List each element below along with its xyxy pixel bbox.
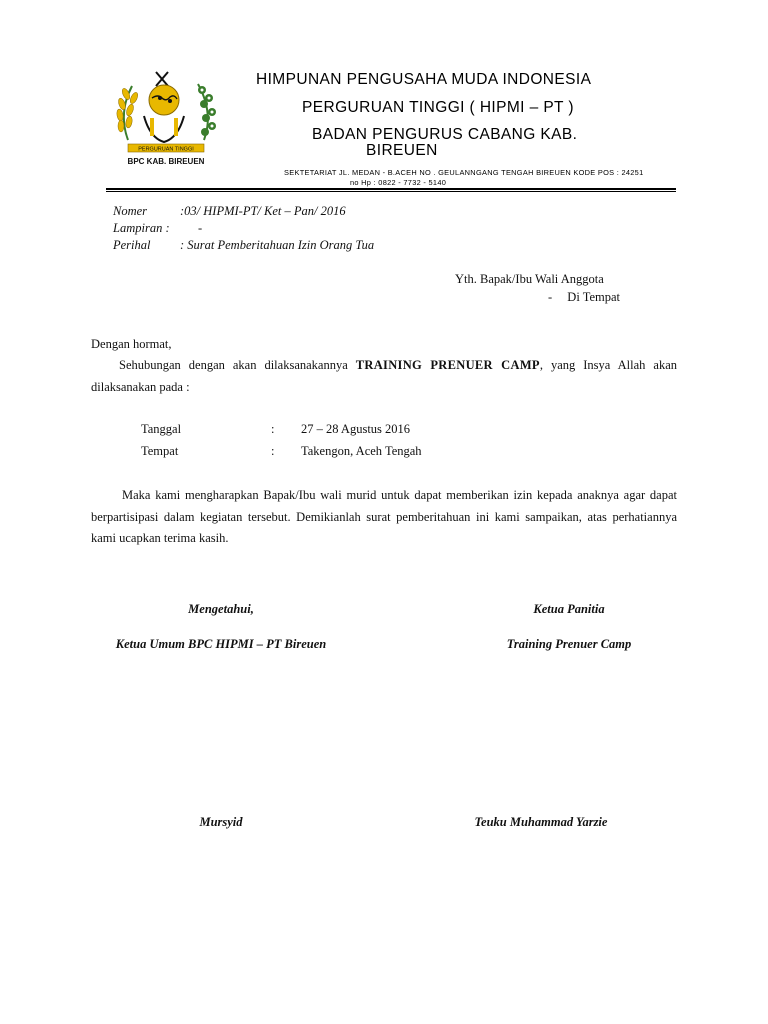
- recipient-place-text: Di Tempat: [567, 290, 621, 304]
- org-name-line4: BIREUEN: [366, 142, 438, 159]
- hipmi-emblem: [106, 68, 226, 172]
- org-phone: no Hp : 0822 - 7732 - 5140: [350, 178, 447, 187]
- recipient-dash: -: [548, 290, 553, 304]
- right-sign-heading: Ketua Panitia: [533, 602, 605, 616]
- greeting: Dengan hormat,: [91, 337, 172, 351]
- organization-logo: [106, 68, 226, 172]
- lampiran-label: Lampiran :: [113, 221, 170, 235]
- left-sign-title: Ketua Umum BPC HIPMI – PT Bireuen: [115, 637, 327, 651]
- org-name-line1: HIMPUNAN PENGUSAHA MUDA INDONESIA: [256, 71, 592, 88]
- lampiran-value: -: [198, 221, 203, 235]
- detail-label-place: Tempat: [141, 444, 179, 458]
- letterhead-rule-thick: [106, 188, 676, 190]
- body-paragraph-1: [91, 355, 677, 398]
- recipient-line: Yth. Bapak/Ibu Wali Anggota: [455, 272, 604, 286]
- perihal-label: Perihal: [113, 238, 151, 252]
- p1-text-after: , yang Insya Allah akan dilaksanakan pada :: [91, 358, 677, 394]
- org-name-line2: PERGURUAN TINGGI ( HIPMI – PT ): [302, 99, 574, 116]
- event-name: TRAINING PRENUER CAMP: [355, 358, 540, 372]
- nomor-label: Nomer: [113, 204, 148, 218]
- org-name-line3: BADAN PENGURUS CABANG KAB.: [312, 126, 578, 143]
- detail-colon: :: [271, 422, 275, 436]
- perihal-value: : Surat Pemberitahuan Izin Orang Tua: [180, 238, 375, 252]
- letterhead-rule-thin: [106, 191, 676, 192]
- nomor-value: :03/ HIPMI-PT/ Ket – Pan/ 2016: [180, 204, 346, 218]
- logo-caption: BPC KAB. BIREUEN: [127, 157, 205, 166]
- recipient-place: [548, 290, 620, 305]
- org-address: SEKTETARIAT JL. MEDAN - B.ACEH NO . GEULANNGANG TENGAH BIREUEN KODE POS : 24251: [284, 168, 644, 177]
- left-sign-heading: Mengetahui,: [188, 602, 254, 616]
- right-sign-name: Teuku Muhammad Yarzie: [474, 815, 608, 829]
- detail-colon: :: [271, 444, 275, 458]
- detail-label-date: Tanggal: [141, 422, 182, 436]
- left-sign-name: Mursyid: [199, 815, 243, 829]
- logo-ribbon-text: PERGURUAN TINGGI: [138, 146, 194, 153]
- detail-value-place: Takengon, Aceh Tengah: [301, 444, 422, 458]
- body-paragraph-2: Maka kami mengharapkan Bapak/Ibu wali murid untuk dapat memberikan izin kepada anaknya agar dapat berpartisipasi dalam kegiatan tersebut. Demikianlah surat pemberitahuan ini kami sampaikan, atas perhatiannya kami ucapkan terima kasih.: [91, 488, 677, 545]
- right-sign-title: Training Prenuer Camp: [506, 637, 632, 651]
- p1-text-before: Sehubungan dengan akan dilaksanakannya: [119, 358, 356, 372]
- detail-value-date: 27 – 28 Agustus 2016: [301, 422, 411, 436]
